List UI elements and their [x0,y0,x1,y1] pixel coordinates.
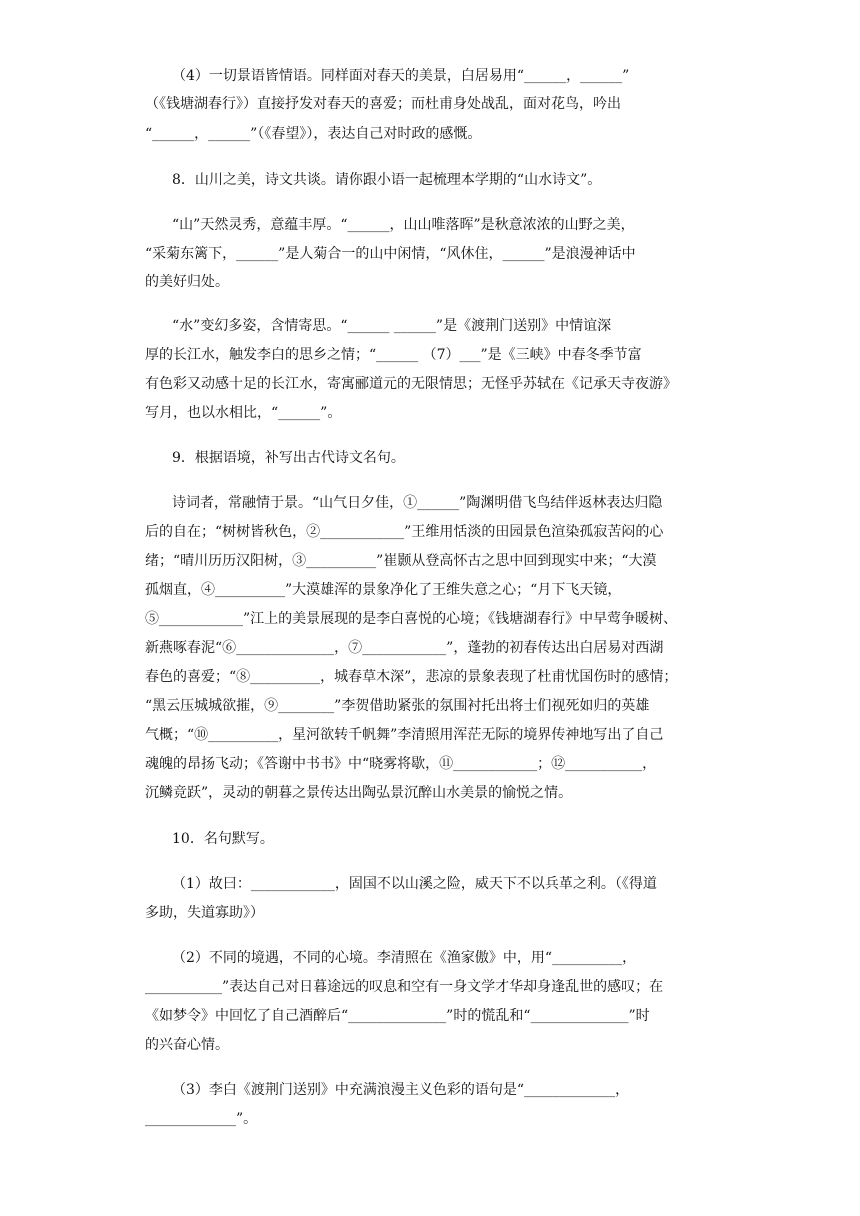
q8-water-line-2: 厚的长江水，触发李白的思乡之情；“______ （7）___”是《三峡》中春冬季节富 [145,347,642,363]
q8-mountain-line-3: 的美好归处。 [145,274,229,290]
q9-line-3: 绪；“晴川历历汉阳树，③__________”崔颢从登高怀古之思中回到现实中来；“大漠 [145,553,657,569]
q9-line-11: 沉鳞竞跃”，灵动的朝暮之景传达出陶弘景沉醉山水美景的愉悦之情。 [145,785,573,801]
q7-4-line-3: “______，______”（《春望》），表达自己对时政的感慨。 [145,126,482,142]
q10-1-line-2: 多助，失道寡助》） [145,905,264,921]
q10-2-line-3: 《如梦令》中回忆了自己酒醉后“______________”时的慌乱和“______________”时 [145,1008,650,1024]
q9-line-6: 新燕啄春泥“⑥______________，⑦____________”，蓬勃的初春传达出白居易对西湖 [145,640,664,656]
q8-water-line-1: “水”变幻多姿，含情寄思。“______ ______”是《渡荆门送别》中情谊深 [172,318,612,334]
q8-water-line-4: 写月，也以水相比，“______”。 [145,405,342,421]
q10-3-line-2: _____________”。 [145,1111,258,1127]
q9-line-4: 孤烟直，④__________”大漠雄浑的景象净化了王维失意之心；“月下飞天镜， [145,582,622,598]
q8-heading: 8．山川之美，诗文共谈。请你跟小语一起梳理本学期的“山水诗文”。 [172,172,602,188]
q8-mountain-line-1: “山”天然灵秀，意蕴丰厚。“______，山山唯落晖”是秋意浓浓的山野之美， [172,217,635,233]
q9-line-8: “黑云压城城欲摧，⑨________”李贺借助紧张的氛围衬托出将士们视死如归的英雄 [145,698,650,714]
q9-heading: 9．根据语境，补写出古代诗文名句。 [172,450,405,466]
q9-line-7: 春色的喜爱；“⑧__________，城春草木深”，悲凉的景象表现了杜甫忧国伤时的感情； [145,669,678,685]
q10-1-line-1: （1）故曰：____________，固国不以山溪之险，威天下不以兵革之利。（《得道 [172,876,657,892]
q8-water-line-3: 有色彩又动感十足的长江水，寄寓郦道元的无限情思；无怪乎苏轼在《记承天寺夜游》 [145,376,677,392]
q10-2-line-1: （2）不同的境遇，不同的心境。李清照在《渔家傲》中，用“__________， [172,950,637,966]
q9-line-9: 气概；“⑩__________，星河欲转千帆舞”李清照用浑茫无际的境界传神地写出了自己 [145,727,664,743]
q8-mountain-line-2: “采菊东篱下，______”是人菊合一的山中闲情，“风休住，______”是浪漫神话中 [145,246,636,262]
q9-line-1: 诗词者，常融情于景。“山气日夕佳，①______”陶渊明借飞鸟结伴返林表达归隐 [172,495,663,511]
q10-heading: 10．名句默写。 [172,831,274,847]
q9-line-10: 魂魄的昂扬飞动；《答谢中书书》中“晓雾将歇，⑪____________；⑫___________， [145,756,657,772]
q9-line-5: ⑤____________”江上的美景展现的是李白喜悦的心境；《钱塘湖春行》中早莺争暖树、 [145,611,678,627]
q7-4-line-1: （4）一切景语皆情语。同样面对春天的美景，白居易用“______，______” [172,68,630,84]
q7-4-line-2: （《钱塘湖春行》）直接抒发对春天的喜爱；而杜甫身处战乱，面对花鸟，吟出 [145,96,621,112]
q9-line-2: 后的自在；“树树皆秋色，②____________”王维用恬淡的田园景色渲染孤寂苦闷的心 [145,524,664,540]
q10-2-line-4: 的兴奋心情。 [145,1037,229,1053]
q10-2-line-2: ___________”表达自己对日暮途远的叹息和空有一身文学才华却身逢乱世的感叹；在 [145,979,664,995]
q10-3-line-1: （3）李白《渡荆门送别》中充满浪漫主义色彩的语句是“_____________， [172,1082,630,1098]
